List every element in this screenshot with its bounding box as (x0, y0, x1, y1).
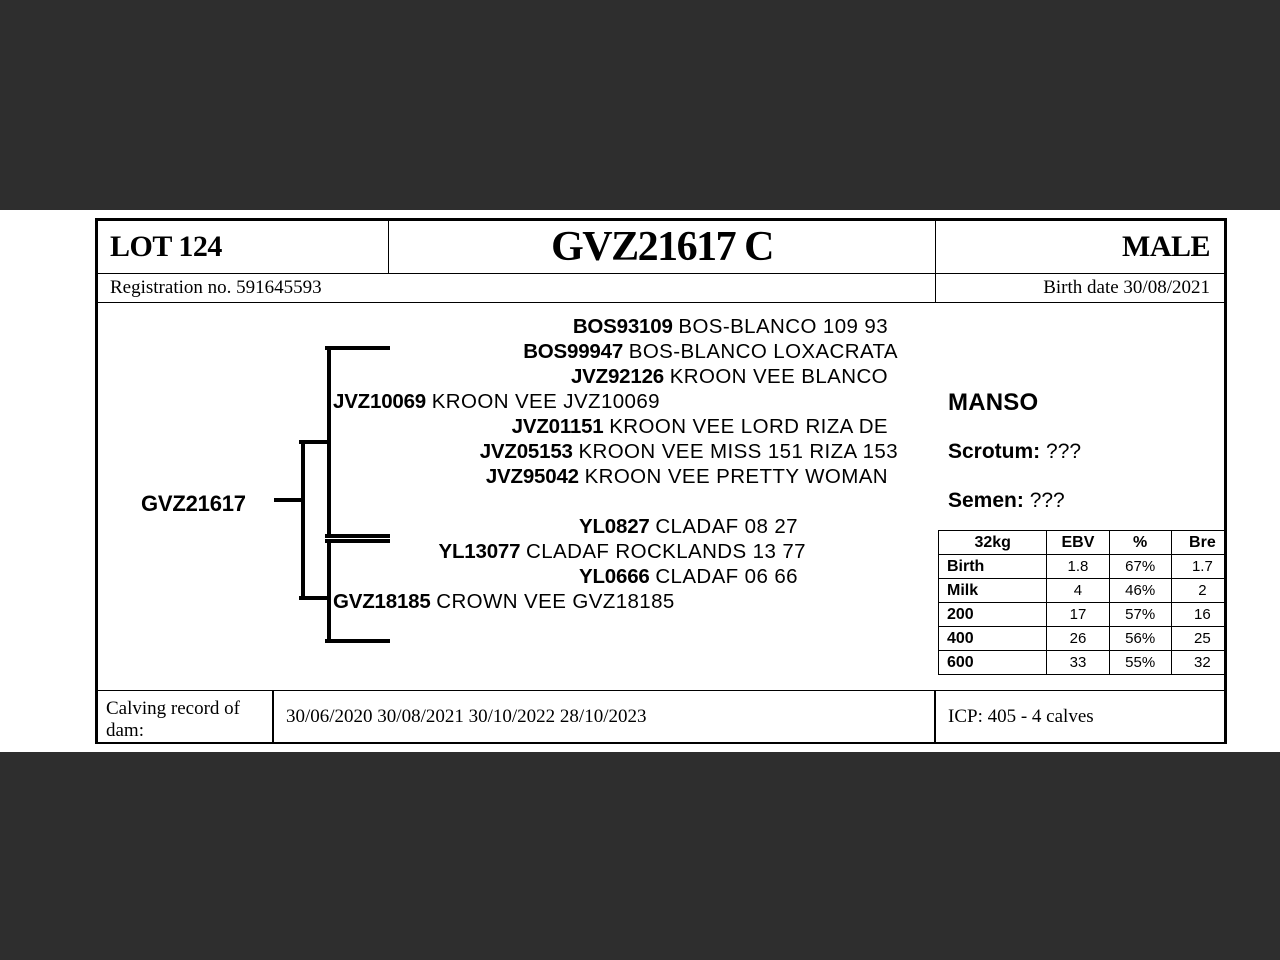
pedigree-entry-sire-of-dam (98, 542, 806, 563)
ebv-col-weight: 32kg (939, 531, 1047, 555)
pedigree-name: KROON VEE PRETTY WOMAN (584, 465, 888, 488)
pedigree-id: YL0666 (579, 565, 650, 588)
pedigree-name: CLADAF 08 27 (655, 515, 798, 538)
ebv-trait: Birth (939, 555, 1047, 579)
pedigree-name: KROON VEE LORD RIZA DE (609, 415, 888, 438)
icp-summary: ICP: 405 - 4 calves (935, 691, 1225, 743)
ebv-col-percent: % (1109, 531, 1171, 555)
registration-row (97, 274, 1225, 303)
ebv-percent: 57% (1109, 603, 1171, 627)
pedigree-name: CLADAF ROCKLANDS 13 77 (526, 540, 806, 563)
ebv-value: 17 (1047, 603, 1109, 627)
root-id: GVZ21617 (141, 491, 246, 516)
pedigree-id: JVZ01151 (511, 415, 604, 438)
ebv-trait: 400 (939, 627, 1047, 651)
pedigree-entry-sire-sire (98, 317, 888, 338)
ebv-table (938, 530, 1224, 675)
pedigree-id: JVZ10069 (333, 390, 427, 413)
ebv-value: 4 (1047, 579, 1109, 603)
ebv-trait: 600 (939, 651, 1047, 675)
scrotum-value: ??? (1046, 440, 1082, 463)
temperament-label: MANSO (948, 389, 1039, 416)
card-footer (97, 691, 1225, 743)
pedigree-entry-sire (333, 392, 660, 413)
pedigree-tree (98, 303, 938, 690)
pedigree-id: BOS99947 (523, 340, 624, 363)
table-row (939, 627, 1225, 651)
animal-id-title: GVZ21617 C (389, 220, 935, 274)
calving-dates: 30/06/2020 30/08/2021 30/10/2022 28/10/2023 (273, 691, 935, 743)
table-row (939, 603, 1225, 627)
pedigree-entry-sire-of-sire (98, 342, 898, 363)
table-row (939, 579, 1225, 603)
scrotum-row (948, 440, 1081, 464)
pedigree-root-label (141, 491, 246, 517)
ebv-trait: Milk (939, 579, 1047, 603)
ebv-percent: 56% (1109, 627, 1171, 651)
pedigree-id: YL13077 (438, 540, 521, 563)
pedigree-id: YL0827 (579, 515, 650, 538)
semen-value: ??? (1029, 489, 1065, 512)
pedigree-entry-sire-dam-dam (98, 467, 888, 488)
scrotum-label: Scrotum: (948, 440, 1041, 463)
ebv-col-breed: Bre (1171, 531, 1224, 555)
pedigree-id: BOS93109 (572, 315, 673, 338)
pedigree-name: CLADAF 06 66 (655, 565, 798, 588)
pedigree-id: JVZ05153 (479, 440, 573, 463)
registration-number: Registration no. 591645593 (97, 274, 935, 303)
calving-record-label: Calving record of dam: (106, 697, 241, 741)
ebv-breed: 2 (1171, 579, 1224, 603)
pedigree-id: JVZ92126 (570, 365, 664, 388)
pedigree-entry-dam-sire-dam (98, 567, 798, 588)
lot-card (95, 218, 1227, 744)
table-row (939, 555, 1225, 579)
pedigree-name: KROON VEE MISS 151 RIZA 153 (578, 440, 898, 463)
ebv-header-row (939, 531, 1225, 555)
pedigree-name: KROON VEE JVZ10069 (431, 390, 660, 413)
pedigree-entry-dam (333, 592, 675, 613)
pedigree-name: CROWN VEE GVZ18185 (436, 590, 675, 613)
ebv-breed: 32 (1171, 651, 1224, 675)
ebv-trait: 200 (939, 603, 1047, 627)
ebv-percent: 46% (1109, 579, 1171, 603)
ebv-percent: 55% (1109, 651, 1171, 675)
birth-date: Birth date 30/08/2021 (935, 274, 1225, 303)
info-panel (934, 303, 1224, 690)
ebv-value: 1.8 (1047, 555, 1109, 579)
card-header (97, 220, 1225, 274)
ebv-breed: 16 (1171, 603, 1224, 627)
lot-number: LOT 124 (97, 220, 389, 274)
table-row (939, 651, 1225, 675)
document-page (0, 210, 1280, 752)
ebv-col-ebv: EBV (1047, 531, 1109, 555)
pedigree-name: BOS-BLANCO LOXACRATA (628, 340, 898, 363)
pedigree-entry-sire-dam-sire (98, 417, 888, 438)
pedigree-name: KROON VEE BLANCO (669, 365, 888, 388)
ebv-breed: 25 (1171, 627, 1224, 651)
sex-label: MALE (935, 220, 1225, 274)
pedigree-entry-dam-of-sire (98, 442, 898, 463)
semen-label: Semen: (948, 489, 1024, 512)
pedigree-name: BOS-BLANCO 109 93 (678, 315, 888, 338)
pedigree-entry-sire-dam (98, 367, 888, 388)
ebv-percent: 67% (1109, 555, 1171, 579)
pedigree-entry-dam-sire-sire (98, 517, 798, 538)
ebv-breed: 1.7 (1171, 555, 1224, 579)
ebv-value: 33 (1047, 651, 1109, 675)
pedigree-id: JVZ95042 (485, 465, 579, 488)
pedigree-id: GVZ18185 (333, 590, 431, 613)
ebv-value: 26 (1047, 627, 1109, 651)
semen-row (948, 489, 1065, 513)
card-body (97, 303, 1225, 691)
